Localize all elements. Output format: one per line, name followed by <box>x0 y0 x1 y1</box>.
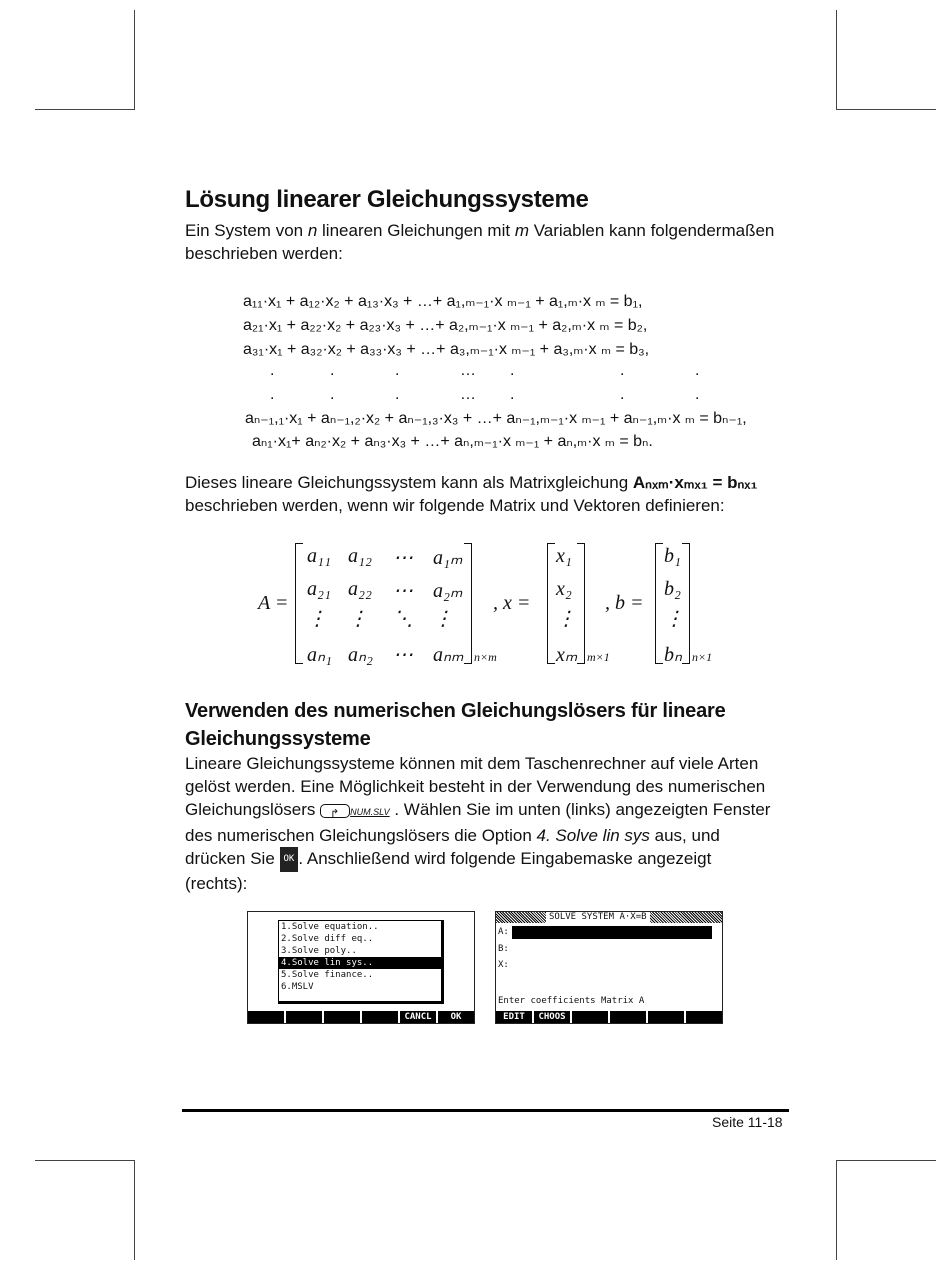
para-line: gelöst werden. Eine Möglichkeit besteht in der Verwendung des numerischen <box>185 777 766 796</box>
screen-title: SOLVE SYSTEM A·X=B <box>546 912 650 923</box>
para-line: des numerischen Gleichungslösers die Option <box>185 826 537 845</box>
softkey-bar <box>248 1011 474 1023</box>
label-A: A = <box>258 592 289 614</box>
status-text: Enter coefficients Matrix A <box>498 996 645 1006</box>
intro-text: linearen Gleichungen mit <box>317 221 515 240</box>
softkey-bar <box>496 1011 722 1023</box>
para-line: aus, und <box>649 826 720 845</box>
matrix-cell: ⋮ <box>307 608 327 630</box>
page-number: Seite 11-18 <box>712 1114 783 1130</box>
para-line: drücken Sie <box>185 849 280 868</box>
matrix-cell: aₙ₂ <box>348 644 373 666</box>
matrix-cell: a₁ₘ <box>433 547 463 569</box>
vector-cell: bₙ <box>664 644 682 666</box>
label-x: , x = <box>493 592 531 614</box>
para-line: . Wählen Sie im unten (links) angezeigten Fenster <box>389 800 771 819</box>
dim-b: n×1 <box>692 650 713 664</box>
right-shift-key-icon: ↱ <box>320 804 350 818</box>
var-m: m <box>514 221 529 240</box>
equation-row: a₂₁·x₁ + a₂₂·x₂ + a₂₃·x₃ + …+ a₂,ₘ₋₁·x ₘ₋₁ + a₂,ₘ·x ₘ = b₂, <box>243 317 648 334</box>
softkey[interactable] <box>324 1011 362 1023</box>
menu-item[interactable]: 6.MSLV <box>281 982 314 992</box>
menu-box <box>278 920 444 1004</box>
calculator-screen-menu <box>247 911 475 1024</box>
para-line: Lineare Gleichungssysteme können mit dem Taschenrechner auf viele Arten <box>185 754 759 773</box>
crop-mark <box>134 1160 135 1260</box>
matrix-cell: ⋯ <box>393 580 413 602</box>
menu-item[interactable]: 3.Solve poly.. <box>281 946 357 956</box>
vector-cell: x₂ <box>556 578 572 600</box>
var-n: n <box>307 221 318 240</box>
menu-list <box>279 921 441 993</box>
page-title: Lösung linearer Gleichungssysteme <box>185 186 589 213</box>
matrix-cell: a₂₁ <box>307 578 331 600</box>
title-bar <box>496 912 722 923</box>
label-b: , b = <box>605 592 644 614</box>
vector-cell: x₁ <box>556 545 572 567</box>
section-heading-line: Verwenden des numerischen Gleichungslösers für lineare <box>185 700 726 722</box>
section-heading <box>185 697 726 753</box>
para-text: Dieses lineare Gleichungssystem kann als Matrixgleichung <box>185 473 633 492</box>
intro-paragraph <box>185 219 790 265</box>
ok-softkey-icon: OK <box>280 847 299 872</box>
equation-row: aₙ₋₁,₁·x₁ + aₙ₋₁,₂·x₂ + aₙ₋₁,₃·x₃ + …+ aₙ₋₁,ₘ₋₁·x ₘ₋₁ + aₙ₋₁,ₘ·x ₘ = bₙ₋₁, <box>245 410 747 427</box>
matrix-cell: ⋮ <box>433 608 453 630</box>
intro-text: Ein System von <box>185 221 308 240</box>
matrix-equation-paragraph <box>185 471 790 517</box>
para-line: (rechts): <box>185 874 248 894</box>
softkey[interactable] <box>248 1011 286 1023</box>
section-heading-line: Gleichungssysteme <box>185 728 371 750</box>
matrix-cell: a₂₂ <box>348 578 372 600</box>
footer-rule <box>182 1109 789 1112</box>
left-bracket <box>547 543 555 664</box>
vector-cell: ⋮ <box>664 608 684 630</box>
crop-mark <box>35 1160 135 1161</box>
left-bracket <box>295 543 303 664</box>
vector-cell: xₘ <box>556 644 578 666</box>
field-label-B: B: <box>498 944 509 954</box>
calculator-screen-solve-system <box>495 911 723 1024</box>
softkey[interactable]: CHOOS <box>534 1011 572 1023</box>
para-text: beschrieben werden, wenn wir folgende Matrix und Vektoren definieren: <box>185 496 725 515</box>
para-line: . Anschließend wird folgende Eingabemaske angezeigt <box>298 849 712 868</box>
matrix-cell: ⋮ <box>348 608 368 630</box>
softkey[interactable] <box>648 1011 686 1023</box>
left-bracket <box>655 543 663 664</box>
menu-item[interactable]: 4.Solve lin sys.. <box>279 957 441 969</box>
menu-item[interactable]: 1.Solve equation.. <box>281 922 379 932</box>
vector-cell: b₂ <box>664 578 681 600</box>
field-label-A: A: <box>498 927 509 937</box>
matrix-cell: a₁₂ <box>348 545 372 567</box>
softkey[interactable]: OK <box>450 1012 462 1022</box>
num-slv-key-label: NUM.SLV <box>350 807 390 817</box>
dim-x: m×1 <box>587 650 610 664</box>
intro-text: Variablen kann folgendermaßen beschrieben werden: <box>185 221 775 263</box>
softkey[interactable] <box>362 1011 400 1023</box>
matrix-formula: Aₙₓₘ·xₘₓ₁ = bₙₓ₁ <box>632 473 758 492</box>
menu-item[interactable]: 5.Solve finance.. <box>281 970 374 980</box>
matrix-cell: ⋱ <box>393 608 413 630</box>
softkey[interactable] <box>572 1011 610 1023</box>
crop-mark <box>836 1160 837 1260</box>
section-paragraph <box>185 752 790 895</box>
matrix-cell: ⋯ <box>393 644 413 666</box>
softkey[interactable] <box>686 1011 722 1023</box>
equation-row: a₁₁·x₁ + a₁₂·x₂ + a₁₃·x₃ + …+ a₁,ₘ₋₁·x ₘ₋₁ + a₁,ₘ·x ₘ = b₁, <box>243 293 643 310</box>
vector-cell: ⋮ <box>556 608 576 630</box>
matrix-cell: ⋯ <box>393 547 413 569</box>
crop-mark <box>836 1160 936 1161</box>
right-bracket <box>682 543 690 664</box>
para-line: Gleichungslösers <box>185 800 321 819</box>
softkey[interactable]: CANCL <box>400 1011 438 1023</box>
crop-mark <box>836 10 837 110</box>
dim-A: n×m <box>474 650 497 664</box>
equation-row: aₙ₁·x₁+ aₙ₂·x₂ + aₙ₃·x₃ + …+ aₙ,ₘ₋₁·x ₘ₋₁ + aₙ,ₘ·x ₘ = bₙ. <box>252 433 653 450</box>
matrix-A-field[interactable] <box>512 926 712 939</box>
softkey[interactable]: EDIT <box>496 1011 534 1023</box>
softkey[interactable] <box>286 1011 324 1023</box>
crop-mark <box>134 10 135 110</box>
field-label-X: X: <box>498 960 509 970</box>
matrix-cell: a₁₁ <box>307 545 331 567</box>
matrix-cell: aₙₘ <box>433 644 464 666</box>
crop-mark <box>35 109 135 110</box>
matrix-cell: aₙ₁ <box>307 644 332 666</box>
right-bracket <box>464 543 472 664</box>
right-bracket <box>577 543 585 664</box>
crop-mark <box>836 109 936 110</box>
matrix-cell: a₂ₘ <box>433 580 463 602</box>
equation-row: a₃₁·x₁ + a₃₂·x₂ + a₃₃·x₃ + …+ a₃,ₘ₋₁·x ₘ₋₁ + a₃,ₘ·x ₘ = b₃, <box>243 341 650 358</box>
softkey[interactable] <box>610 1011 648 1023</box>
vector-cell: b₁ <box>664 545 681 567</box>
option-name: 4. Solve lin sys <box>536 826 650 845</box>
menu-item[interactable]: 2.Solve diff eq.. <box>281 934 374 944</box>
